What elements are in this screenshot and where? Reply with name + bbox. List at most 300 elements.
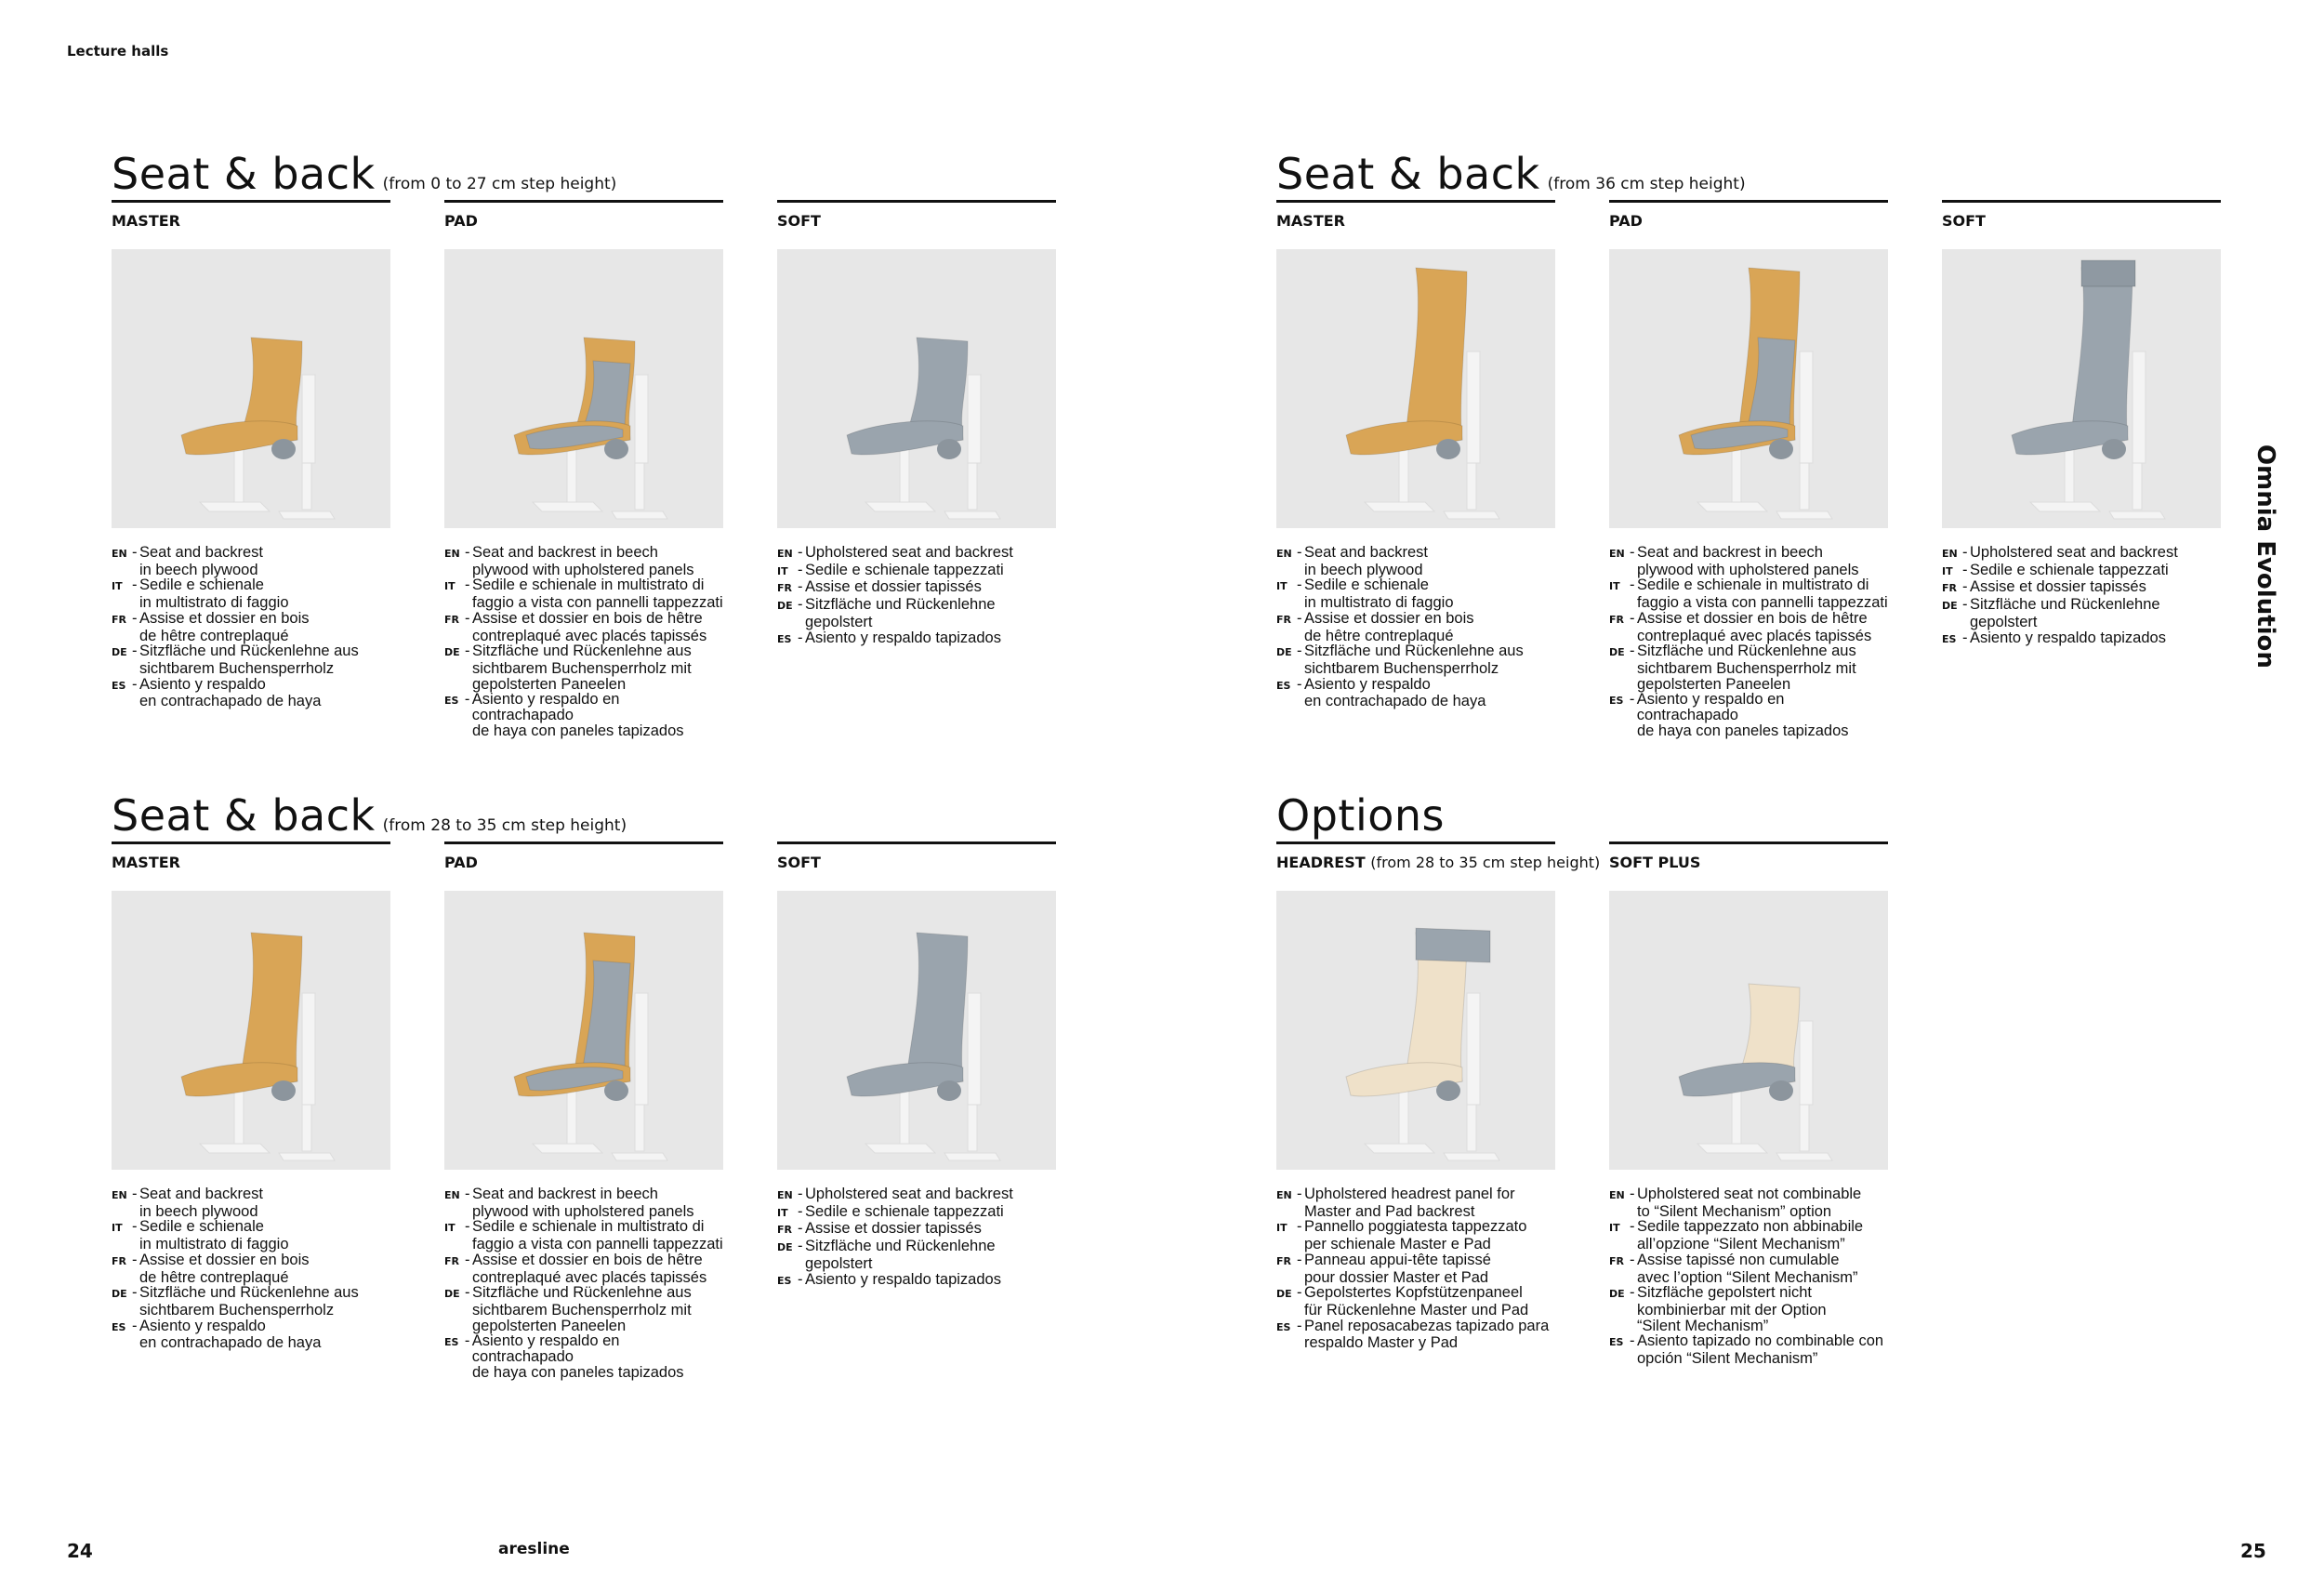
description-text: Upholstered headrest panel for [1304,1186,1515,1202]
divider [1276,842,1555,844]
language-code: ES [444,695,459,708]
description-text: gepolsterten Paneelen [472,675,627,693]
description-text: Asiento y respaldo en contrachapado [471,691,620,724]
description-line [112,629,390,644]
language-code: EN [444,548,460,560]
description-text: Asiento y respaldo en contrachapado [471,1332,620,1366]
multilingual-description [777,1186,1056,1289]
language-code: ES [1609,1336,1624,1349]
language-code: IT [444,1222,456,1235]
language-code: IT [1609,1222,1620,1235]
description-text: Sitzfläche und Rückenlehne [805,1238,996,1255]
chair-image [1609,249,1888,528]
description-text: Sedile e schienale in multistrato di [1637,576,1869,594]
description-text: in multistrato di faggio [139,1236,289,1253]
description-text: Asiento y respaldo en contrachapado [1636,691,1785,724]
language-code: ES [112,1320,126,1333]
separator: - [132,675,138,693]
description-text: gepolstert [805,1254,873,1272]
description-text: Seat and backrest [139,544,263,561]
description-text: Pannello poggiatesta tappezzato [1304,1218,1527,1236]
description-line [1609,1252,1888,1270]
description-line [112,1319,390,1336]
chair-image [112,249,390,528]
description-line [112,1204,390,1220]
language-code: FR [1276,1254,1291,1267]
section-subtitle: (from 36 cm step height) [1547,175,1746,193]
separator: - [465,1218,470,1236]
variant-label [1276,854,1601,874]
variant-column [112,842,390,1351]
description-text: in multistrato di faggio [1304,594,1454,612]
divider [112,200,390,203]
description-text: Sitzfläche und Rückenlehne aus [139,1284,359,1302]
separator: - [798,544,803,561]
description-line [444,677,723,693]
description-text: Seat and backrest [139,1186,263,1202]
language-code: FR [1609,613,1624,626]
chair-image [1609,891,1888,1170]
description-text: gepolsterten Paneelen [472,1317,627,1334]
variant-column [1609,842,1888,1367]
separator: - [798,1202,803,1220]
language-code: ES [1276,1320,1291,1333]
variant-name: PAD [444,854,478,871]
variant-label [112,212,390,232]
chair-image [777,891,1056,1170]
variant-name: MASTER [112,212,180,230]
description-line [1609,1237,1888,1252]
divider [777,842,1056,844]
separator: - [465,1186,470,1202]
language-code: FR [112,1254,126,1267]
variant-column [112,200,390,709]
description-text: sichtbarem Buchensperrholz [139,1301,335,1319]
description-text: Master and Pad backrest [1304,1202,1475,1220]
description-line [112,694,390,709]
language-code: EN [1276,1189,1292,1201]
separator: - [1297,1251,1302,1268]
divider [444,842,723,844]
description-text: Asiento y respaldo tapizados [805,1270,1001,1288]
language-code: EN [777,1189,793,1201]
description-line [1609,723,1888,739]
separator: - [464,1332,470,1350]
description-line [112,563,390,578]
description-text: per schienale Master e Pad [1304,1236,1491,1253]
separator: - [132,1251,138,1268]
separator: - [798,578,803,596]
variant-column [444,200,723,738]
separator: - [1297,609,1302,627]
description-text: contreplaqué avec placés tapissés [472,627,707,644]
description-line [112,595,390,611]
separator: - [132,576,138,594]
description-line [444,1319,723,1334]
separator: - [798,1270,803,1288]
description-line [1276,1335,1555,1351]
description-line [112,1335,390,1351]
language-code: FR [1609,1254,1624,1267]
separator: - [465,576,470,594]
divider [1609,842,1888,844]
description-text: plywood with upholstered panels [472,1202,694,1220]
description-line [444,1186,723,1204]
chair-image [1276,249,1555,528]
description-text: für Rückenlehne Master und Pad [1304,1301,1529,1319]
separator: - [1630,544,1635,561]
page-number-left: 24 [67,1540,93,1562]
description-line [1942,597,2221,615]
section-subtitle: (from 28 to 35 cm step height) [382,816,627,835]
description-line [777,597,1056,615]
description-text: sichtbarem Buchensperrholz mit [1637,659,1856,677]
description-line [112,661,390,677]
variant-column [1276,200,1555,709]
description-text: Asiento y respaldo [1304,675,1431,693]
description-text: de hêtre contreplaqué [139,627,289,644]
separator: - [1962,596,1968,614]
multilingual-description [112,1186,390,1351]
description-text: Sedile e schienale in multistrato di [472,1218,705,1236]
variant-name: MASTER [1276,212,1345,230]
multilingual-description [112,545,390,709]
description-text: plywood with upholstered panels [1637,561,1859,578]
description-line [1942,545,2221,563]
description-text: Seat and backrest [1304,544,1428,561]
section-title [1276,790,1452,841]
description-line [1276,1319,1555,1336]
language-code: DE [1276,1288,1292,1301]
language-code: IT [777,564,788,577]
variant-name: SOFT [1942,212,1986,230]
description-text: Sitzfläche gepolstert nicht [1637,1284,1813,1302]
description-text: Sedile e schienale tappezzati [805,561,1004,578]
separator: - [1297,643,1302,660]
language-code: ES [1942,632,1957,645]
description-text: avec l’option “Silent Mechanism” [1637,1268,1858,1286]
separator: - [1630,609,1635,627]
variant-label [777,854,1056,874]
variant-name: SOFT [777,212,821,230]
variant-label [444,212,723,232]
description-line [1276,1252,1555,1270]
description-text: Asiento y respaldo [139,1317,266,1334]
description-line [777,1221,1056,1239]
description-line [444,545,723,563]
language-code: IT [444,580,456,593]
separator: - [132,609,138,627]
description-text: Assise tapissé non cumulable [1637,1251,1840,1268]
language-code: ES [1609,695,1624,708]
description-line [1609,1333,1888,1351]
multilingual-description [777,545,1056,647]
description-text: pour dossier Master et Pad [1304,1268,1489,1286]
description-line [112,1285,390,1303]
description-text: Asiento tapizado no combinable con [1637,1332,1884,1350]
divider [112,842,390,844]
description-text: de hêtre contreplaqué [139,1268,289,1286]
multilingual-description [444,1186,723,1380]
separator: - [1962,629,1968,646]
variant-label [1276,212,1555,232]
description-line [1942,615,2221,630]
description-line [112,1270,390,1286]
description-line [1276,545,1555,563]
separator: - [1297,1284,1302,1302]
description-line [1276,643,1555,661]
language-code: DE [777,1241,793,1254]
separator: - [798,1238,803,1255]
description-text: opción “Silent Mechanism” [1637,1350,1818,1368]
language-code: EN [777,548,793,560]
description-line [1609,563,1888,578]
description-text: Sedile e schienale [139,576,264,594]
description-text: Assise et dossier en bois de hêtre [472,1251,703,1268]
description-line [112,577,390,595]
description-text: sichtbarem Buchensperrholz mit [472,659,692,677]
description-line [1609,677,1888,693]
language-code: EN [444,1189,460,1201]
section-title-text: Seat & back [1276,149,1540,199]
language-code: FR [777,1224,792,1237]
separator: - [465,1284,470,1302]
description-line [1276,611,1555,629]
description-text: en contrachapado de haya [139,693,322,710]
language-code: EN [1609,1189,1625,1201]
separator: - [132,1317,138,1334]
description-line [444,692,723,722]
description-text: Upholstered seat and backrest [805,1186,1013,1202]
language-code: DE [1609,646,1625,659]
separator: - [465,544,470,561]
description-text: Sitzfläche und Rückenlehne aus [1304,643,1524,660]
language-code: ES [1276,679,1291,692]
chair-image [1942,249,2221,528]
description-line [1609,595,1888,611]
separator: - [798,629,803,646]
divider [1609,200,1888,203]
language-code: ES [777,632,792,645]
description-line [1942,630,2221,648]
description-text: Seat and backrest in beech [1637,544,1823,561]
section-title-text: Seat & back [112,149,376,199]
language-code: EN [1942,548,1958,560]
description-line [112,643,390,661]
language-code: EN [112,1189,127,1201]
separator: - [1630,1218,1635,1236]
description-line [112,1186,390,1204]
variant-note: (from 28 to 35 cm step height) [1370,854,1601,871]
separator: - [1962,544,1968,561]
variant-column [777,842,1056,1289]
description-line [1609,577,1888,595]
variant-column [444,842,723,1380]
description-line [444,1204,723,1220]
section-title-text: Seat & back [112,790,376,841]
description-line [1942,579,2221,597]
language-code: EN [1609,548,1625,560]
description-text: Sitzfläche und Rückenlehne [805,596,996,614]
description-text: Panel reposacabezas tapizado para [1304,1317,1550,1334]
description-text: en contrachapado de haya [139,1334,322,1352]
description-line [1276,1186,1555,1204]
description-line [1609,629,1888,644]
description-line [1609,611,1888,629]
side-title: Omnia Evolution [2251,444,2279,669]
description-text: Asiento y respaldo tapizados [805,629,1001,646]
separator: - [1297,1218,1302,1236]
separator: - [1630,643,1635,660]
chair-image [444,249,723,528]
separator: - [1630,1186,1635,1202]
description-line [1276,1270,1555,1286]
description-text: Sedile e schienale tappezzati [805,1202,1004,1220]
description-text: contreplaqué avec placés tapissés [472,1268,707,1286]
description-text: Assise et dossier en bois de hêtre [1637,609,1868,627]
separator: - [798,1220,803,1238]
description-line [777,1186,1056,1204]
description-line [777,1272,1056,1290]
variant-column [1609,200,1888,738]
separator: - [1297,576,1302,594]
description-line [1276,595,1555,611]
chair-image [777,249,1056,528]
description-line [112,1303,390,1319]
description-line [1609,1285,1888,1303]
description-text: Sedile e schienale tappezzati [1970,561,2169,578]
description-line [1276,677,1555,695]
multilingual-description [1942,545,2221,647]
separator: - [1962,578,1968,596]
description-line [112,545,390,563]
description-text: Assise et dossier tapissés [805,1220,982,1238]
description-line [1276,577,1555,595]
language-code: EN [1276,548,1292,560]
page-number-right: 25 [2240,1540,2266,1562]
chair-image [444,891,723,1170]
separator: - [1297,1186,1302,1202]
divider [1942,200,2221,203]
description-line [1609,661,1888,677]
variant-name: MASTER [112,854,180,871]
description-text: respaldo Master y Pad [1304,1334,1459,1352]
language-code: FR [777,582,792,595]
description-line [1276,1303,1555,1319]
description-text: Upholstered seat not combinable [1637,1186,1862,1202]
description-text: in multistrato di faggio [139,594,289,612]
language-code: DE [1276,646,1292,659]
description-line [444,643,723,661]
section-title-text: Options [1276,790,1445,841]
separator: - [465,1251,470,1268]
description-text: Seat and backrest in beech [472,1186,658,1202]
description-text: Gepolstertes Kopfstützenpaneel [1304,1284,1523,1302]
description-line [112,1252,390,1270]
separator: - [132,1284,138,1302]
description-line [444,629,723,644]
variant-label [444,854,723,874]
language-code: DE [444,646,460,659]
description-line [1276,563,1555,578]
variant-name: PAD [444,212,478,230]
section-title [112,149,616,199]
description-line [1609,1319,1888,1334]
language-code: IT [1276,580,1287,593]
description-line [112,677,390,695]
description-text: sichtbarem Buchensperrholz mit [472,1301,692,1319]
language-code: ES [777,1274,792,1287]
variant-label [1609,212,1888,232]
language-code: ES [444,1336,459,1349]
description-text: Upholstered seat and backrest [805,544,1013,561]
description-line [444,1270,723,1286]
description-text: “Silent Mechanism” [1637,1317,1769,1334]
separator: - [798,1186,803,1202]
description-line [444,611,723,629]
description-line [1609,1219,1888,1237]
language-code: DE [112,1288,127,1301]
description-line [777,545,1056,563]
description-line [1609,643,1888,661]
separator: - [1629,691,1635,709]
description-line [777,1256,1056,1272]
separator: - [1962,561,1968,578]
description-text: Panneau appui-tête tapissé [1304,1251,1491,1268]
description-line [1276,1237,1555,1252]
description-text: in beech plywood [1304,561,1423,578]
description-line [1609,545,1888,563]
variant-label [112,854,390,874]
separator: - [132,544,138,561]
description-text: Sedile e schienale in multistrato di [472,576,705,594]
description-text: gepolsterten Paneelen [1637,675,1791,693]
variant-column [777,200,1056,647]
description-text: Assise et dossier tapissés [805,578,982,596]
language-code: FR [1942,582,1957,595]
language-code: IT [1609,580,1620,593]
language-code: IT [1276,1222,1287,1235]
description-text: Assise et dossier en bois [139,609,310,627]
section-title [1276,149,1746,199]
description-text: faggio a vista con pannelli tappezzati [472,594,723,612]
description-text: Sitzfläche und Rückenlehne [1970,596,2160,614]
description-line [444,723,723,739]
description-line [444,1365,723,1381]
description-line [777,630,1056,648]
description-text: Seat and backrest in beech [472,544,658,561]
chair-image [1276,891,1555,1170]
description-text: Upholstered seat and backrest [1970,544,2178,561]
description-line [444,1219,723,1237]
variant-name: SOFT [777,854,821,871]
variant-label [1942,212,2221,232]
language-code: DE [1942,600,1958,613]
brand-logo: aresline [498,1540,570,1558]
multilingual-description [444,545,723,738]
language-code: DE [777,600,793,613]
description-line [1609,1186,1888,1204]
language-code: FR [1276,613,1291,626]
section-title [112,790,627,841]
separator: - [1630,1251,1635,1268]
description-text: gepolstert [805,613,873,630]
description-text: plywood with upholstered panels [472,561,694,578]
description-text: in beech plywood [139,1202,258,1220]
language-code: IT [1942,564,1953,577]
separator: - [1297,675,1302,693]
description-line [1609,1351,1888,1367]
